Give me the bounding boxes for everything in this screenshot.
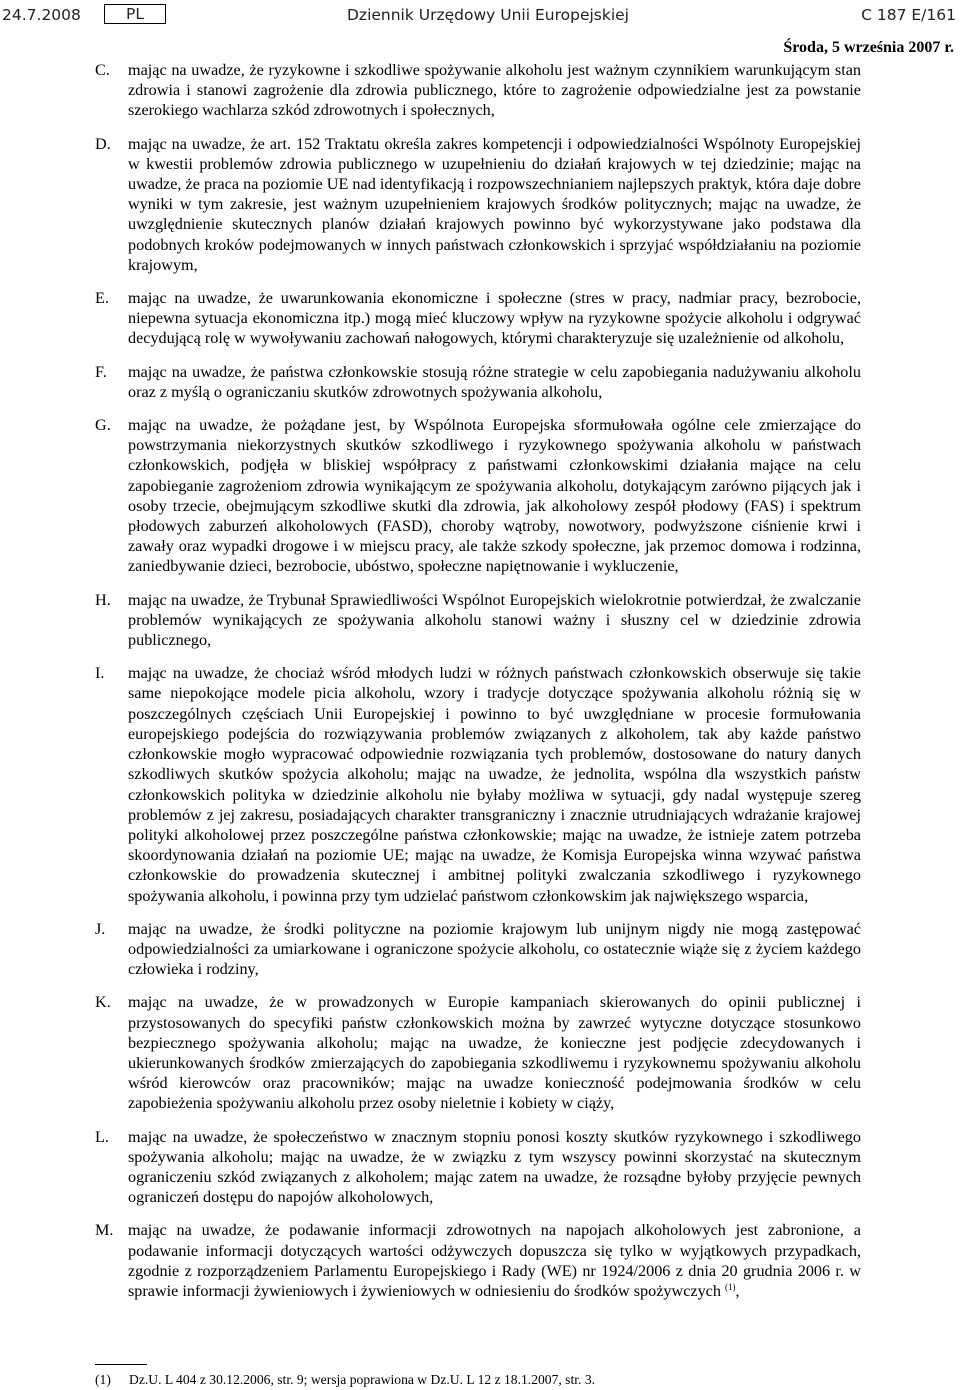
recital-l [95, 1127, 861, 1208]
recital-text: mając na uwadze, że ryzykowne i szkodliwe spożywanie alkoholu jest ważnym czynnikiem warunkującym stan zdrowia i stanowi zagrożenie dla zdrowia publicznego, które to zagrożenie odpowiedzialne jest za powstanie szerokiego wachlarza szkód zdrowotnych i społecznych, [128, 61, 861, 120]
recitals-body [95, 60, 861, 1314]
recital-text [128, 1220, 861, 1301]
footnote-text: Dz.U. L 404 z 30.12.2006, str. 9; wersja poprawiona w Dz.U. L 12 z 18.1.2007, str. 3. [129, 1372, 596, 1387]
recital-letter: M. [95, 1221, 114, 1240]
recital-letter: D. [95, 134, 111, 153]
journal-reference: C 187 E/161 [861, 6, 956, 24]
recital-letter: L. [95, 1127, 109, 1146]
footnote-mark: (1) [95, 1372, 111, 1387]
recital-text: mając na uwadze, że art. 152 Traktatu określa zakres kompetencji i odpowiedzialności Wspólnoty Europejskiej w kwestii problemów zdrowia publicznego w uzupełnieniu do działań krajowych w tej dziedzinie; mając na uwadze, że praca na poziomie UE nad identyfikacją i rozpowszechnianiem najlepszych praktyk, która daje dobre wyniki w tym zakresie, jest ważnym uzupełnieniem krajowych środków politycznych; mając na uwadze, że uwzględnienie skutecznych planów działań krajowych powinno być wykorzystywane jako podstawa dla podobnych kroków podejmowanych w innych państwach członkowskich i sprzyjać współdziałaniu na poziomie krajowym, [128, 134, 861, 274]
recital-c [95, 60, 861, 121]
recital-e [95, 288, 861, 349]
recital-text-body: mając na uwadze, że podawanie informacji zdrowotnych na napojach alkoholowych jest zabronione, a podawanie informacji dotyczących wartości odżywczych dopuszcza się tylko w wyjątkowych przypadkach, zgodnie z rozporządzeniem Parlamentu Europejskiego i Rady (WE) nr 1924/2006 z dnia 20 grudnia 2006 r. w sprawie informacji żywieniowych i żywieniowych w odniesieniu do środków spożywczych [128, 1221, 861, 1300]
recital-text: mając na uwadze, że uwarunkowania ekonomiczne i społeczne (stres w pracy, nadmiar pracy, bezrobocie, niepewna sytuacja ekonomiczna itp.) mogą mieć kluczowy wpływ na ryzykowne spożycie alkoholu i odgrywać decydującą rolę w wywoływaniu zachowań nałogowych, którymi charakteryzuje się uzależnienie od alkoholu, [128, 289, 861, 348]
recital-i [95, 663, 861, 905]
recital-letter: J. [95, 919, 106, 938]
footnote-reference[interactable]: (1) [725, 1281, 736, 1292]
recital-text: mając na uwadze, że środki polityczne na poziomie krajowym lub unijnym nigdy nie mogą zastępować odpowiedzialności za umiarkowane i ograniczone spożycie alkoholu, co ostatecznie wiąże się z życiem każdego człowieka i rodziny, [128, 919, 861, 979]
page-header [0, 4, 960, 26]
recital-letter: H. [95, 590, 111, 609]
recital-letter: I. [95, 664, 105, 683]
publication-date: 24.7.2008 [2, 6, 81, 24]
recital-d [95, 134, 861, 275]
recital-g [95, 415, 861, 577]
recital-text: mając na uwadze, że w prowadzonych w Europie kampaniach skierowanych do opinii publicznej i przystosowanych do specyfiki państw członkowskich można by zawrzeć wytyczne dotyczące stosunkowo bezpiecznego spożywania alkoholu; mając na uwadze, że konieczne jest podjęcie zdecydowanych i ukierunkowanych środków zmierzających do zapobiegania szkodliwemu i ryzykownemu spożywaniu alkoholu wśród kierowców oraz pracowników; mając na uwadze konieczność podejmowania środków w celu zapobieżenia spożywaniu alkoholu przez osoby nieletnie i kobiety w ciąży, [128, 993, 861, 1113]
recital-text: mając na uwadze, że pożądane jest, by Wspólnota Europejska sformułowała ogólne cele zmierzające do powstrzymania niekorzystnych skutków szkodliwego i ryzykownego spożywania alkoholu w państwach członkowskich, podjęła w bliskiej współpracy z państwami członkowskimi działania mające na celu zapobieganie zagrożeniom zdrowia wynikającym ze spożywania alkoholu, dotykającym zarówno pijących jak i osoby trzecie, obejmującym szkodliwe skutki dla zdrowia, jak alkoholowy zespół płodowy (FAS) i spektrum płodowych zaburzeń alkoholowych (FASD), choroby wątroby, nowotwory, podwyższone ciśnienie krwi i zawały oraz wypadki drogowe i w miejscu pracy, ale także szkody społeczne, jak przemoc domowa i rodzinna, zaniedbywanie dzieci, bezrobocie, ubóstwo, społeczne napiętnowanie i wykluczenie, [128, 416, 861, 576]
recital-h [95, 590, 861, 651]
language-code-box: PL [104, 4, 166, 24]
recital-text: mając na uwadze, że Trybunał Sprawiedliwości Wspólnot Europejskich wielokrotnie potwierdzał, że zwalczanie problemów wynikających ze spożywania alkoholu stanowi ważny i słuszny cel w dziedzinie zdrowia publicznego, [128, 590, 861, 650]
recital-m [95, 1220, 861, 1301]
recital-letter: E. [95, 289, 109, 308]
recital-letter: K. [95, 993, 111, 1012]
sitting-date: Środa, 5 września 2007 r. [783, 39, 954, 56]
recital-j [95, 919, 861, 980]
recital-f [95, 362, 861, 402]
recital-text: mając na uwadze, że chociaż wśród młodych ludzi w różnych państwach członkowskich obserwuje się takie same niepokojące modele picia alkoholu, wzory i tradycje dotyczące spożywania alkoholu różnią się w poszczególnych częściach Unii Europejskiej i powinno to być uwzględniane w procesie formułowania europejskiego podejścia do rozwiązywania problemów związanych z alkoholem, tak aby każde państwo członkowskie mogło wypracować odpowiednie rozwiązania tych problemów, dostosowane do natury danych szkodliwych skutków spożycia alkoholu; mając na uwadze, że jednolita, wspólna dla wszystkich państw członkowskich polityka w dziedzinie alkoholu nie byłaby możliwa w sytuacji, gdy nadal występuje szereg problemów z jej zakresu, posiadających charakter transgraniczny i znacznie utrudniających wdrażanie krajowej polityki alkoholowej przez poszczególne państwa członkowskie; mając na uwadze, że istnieje zatem potrzeba skoordynowania działań na poziomie UE; mając na uwadze, że Komisja Europejska winna wzywać państwa członkowskie do prowadzenia skutecznej i ambitnej polityki zwalczania szkodliwego i ryzykownego spożywania alkoholu, i powinna przy tym udzielać państwom członkowskim jak największego wsparcia, [128, 664, 861, 905]
footnote-separator [95, 1364, 147, 1365]
recital-text: mając na uwadze, że społeczeństwo w znacznym stopniu ponosi koszty skutków ryzykownego i szkodliwego spożywania alkoholu; mając na uwadze, że w związku z tym wszyscy powinni skorzystać na skutecznym ograniczeniu szkód związanych z alkoholem; mając zatem na uwadze, że rozsądne byłoby przyjęcie pewnych ograniczeń dostępu do napojów alkoholowych, [128, 1127, 861, 1207]
recital-letter: G. [95, 416, 111, 435]
journal-title: Dziennik Urzędowy Unii Europejskiej [347, 6, 629, 24]
recital-letter: F. [95, 362, 107, 381]
recital-letter: C. [95, 61, 110, 79]
recital-text: mając na uwadze, że państwa członkowskie stosują różne strategie w celu zapobiegania nadużywaniu alkoholu oraz z myślą o ograniczaniu skutków zdrowotnych spożywania alkoholu, [128, 362, 861, 401]
recital-k [95, 992, 861, 1113]
recital-text-suffix: , [735, 1281, 740, 1300]
footnote [95, 1371, 595, 1388]
